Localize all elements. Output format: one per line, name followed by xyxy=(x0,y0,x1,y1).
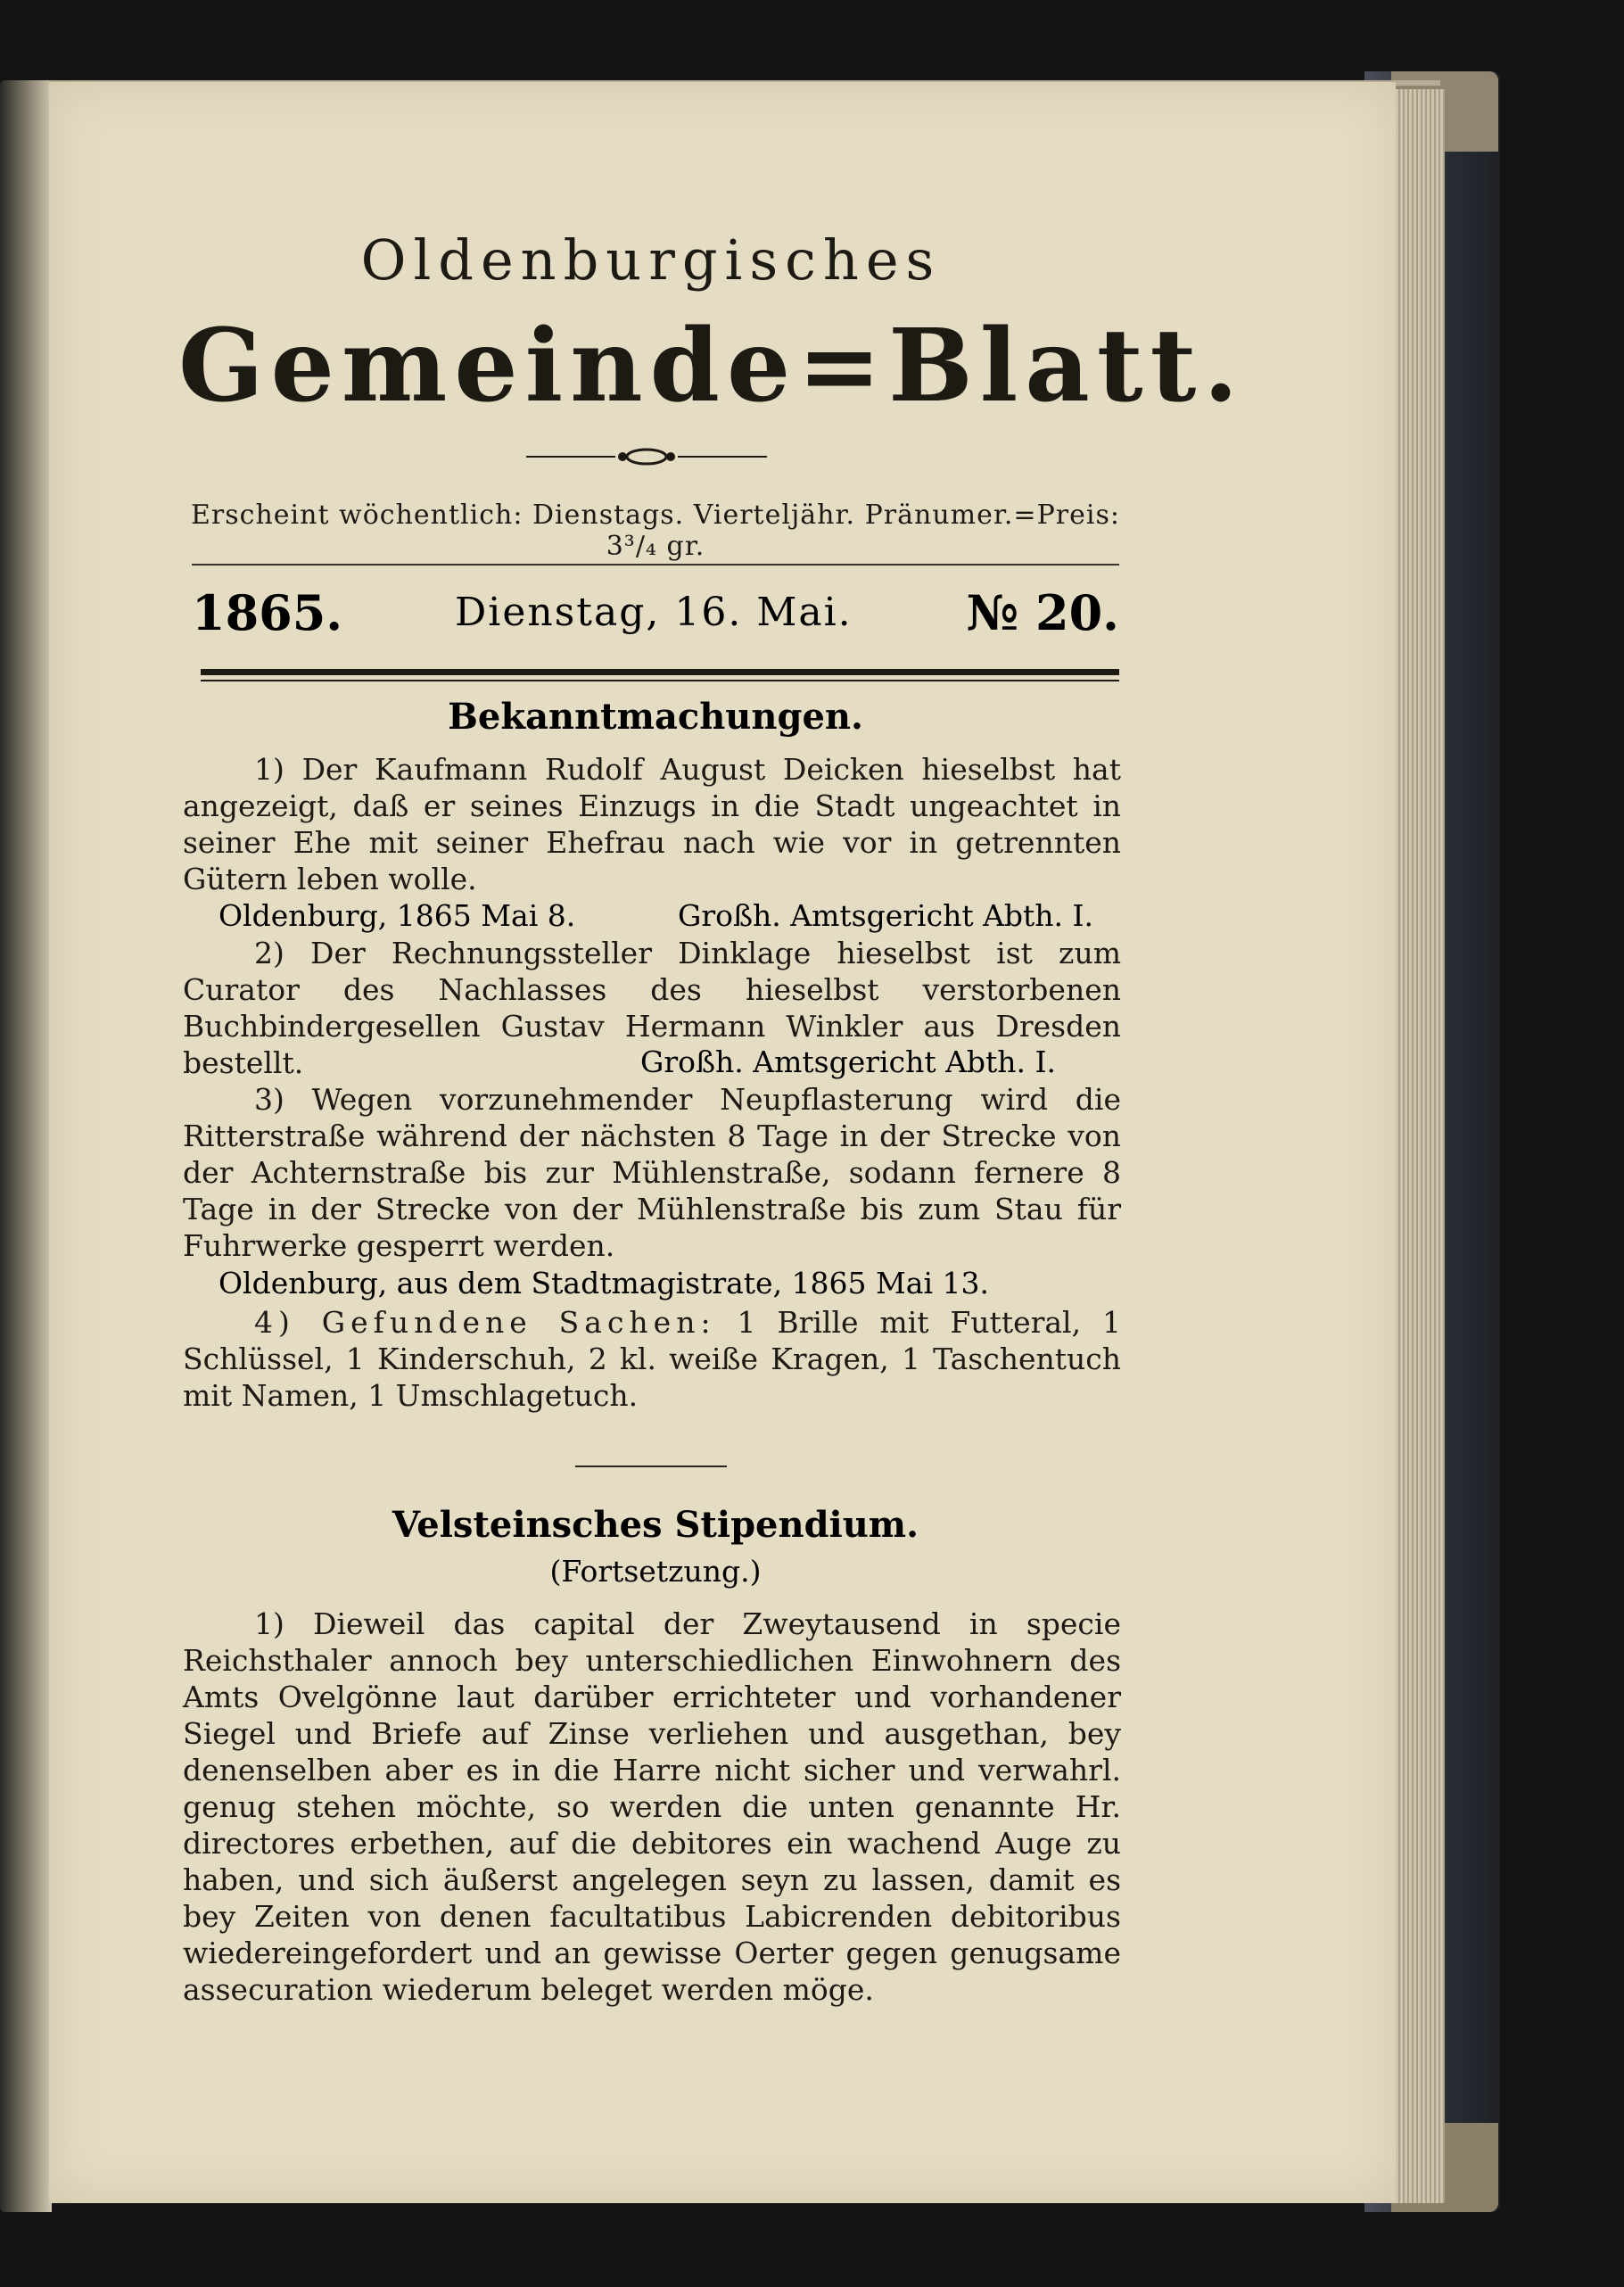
issue-year: 1865. xyxy=(192,584,343,641)
announcement-1-court: Großh. Amtsgericht Abth. I. xyxy=(678,898,1094,933)
subscription-line: Erscheint wöchentlich: Dienstags. Vierteljähr. Pränumer.=Preis: 3³/₄ gr. xyxy=(191,500,1120,562)
stipendium-subheading: (Fortsetzung.) xyxy=(549,1554,762,1589)
announcement-2: 2) Der Rechnungssteller Dinklage hieselbst ist zum Curator des Nachlasses des hieselbst verstorbenen Buchbindergesellen Gustav Hermann Winkler aus Dresden bestellt. xyxy=(183,936,1121,1080)
facing-page-edge xyxy=(0,80,52,2212)
rule-thick xyxy=(201,669,1119,675)
announcement-1-place: Oldenburg, 1865 Mai 8. xyxy=(218,898,576,933)
masthead-title: Gemeinde=Blatt. xyxy=(178,308,1246,425)
stipendium-heading: Velsteinsches Stipendium. xyxy=(392,1504,919,1546)
issue-date: Dienstag, 16. Mai. xyxy=(455,590,853,635)
section-divider xyxy=(575,1465,727,1467)
stipendium-text: 1) Dieweil das capital der Zweytausend in specie Reichsthaler annoch bey unterschiedlichen Einwohnern des Amts Ovelgönne laut darüber errichteter und vorhandener Siegel und Briefe auf Zinse verliehen und ausgethan, bey denenselben aber es in die Harre nicht sicher und verwahrl. genug stehen möchte, so werden die unten genannte Hr. directores erbethen, auf die debitores ein wachend Auge zu haben, und sich äußerst angelegen seyn zu lassen, damit es bey Zeiten von denen facultatibus Labicrenden debitoribus wiedereingefordert und an gewisse Oerter gegen genugsame assecuration wiederum beleget werden möge. xyxy=(183,1606,1121,2007)
rule-thin-under xyxy=(201,680,1119,681)
announcement-4 xyxy=(183,1304,1121,1414)
announcements-heading: Bekanntmachungen. xyxy=(448,696,863,738)
dateline xyxy=(192,584,1119,647)
issue-number: № 20. xyxy=(966,584,1119,641)
masthead-kicker: Oldenburgisches xyxy=(360,227,942,293)
announcement-4-label: 4) Gefundene Sachen: xyxy=(254,1305,716,1340)
ornament-divider xyxy=(526,444,767,469)
announcement-4-text: 1 Brille mit Futteral, 1 Schlüssel, 1 Kinderschuh, 2 kl. weiße Kragen, 1 Taschentuch mit Namen, 1 Umschlagetuch. xyxy=(183,1305,1121,1413)
announcement-3: 3) Wegen vorzunehmender Neupflasterung wird die Ritterstraße während der nächsten 8 Tage in der Strecke von der Achternstraße bis zur Mühlenstraße, sodann fernere 8 Tage in der Strecke von der Mühlenstraße bis zum Stau für Fuhrwerke gesperrt werden. xyxy=(183,1082,1121,1263)
rule-thin xyxy=(192,564,1119,566)
announcement-1: 1) Der Kaufmann Rudolf August Deicken hieselbst hat angezeigt, daß er seines Einzugs in die Stadt ungeachtet in seiner Ehe mit seiner Ehefrau nach wie vor in getrennten Gütern leben wolle. xyxy=(183,752,1121,896)
announcement-3-place: Oldenburg, aus dem Stadtmagistrate, 1865 Mai 13. xyxy=(218,1266,990,1300)
announcement-2-court: Großh. Amtsgericht Abth. I. xyxy=(640,1044,1057,1079)
